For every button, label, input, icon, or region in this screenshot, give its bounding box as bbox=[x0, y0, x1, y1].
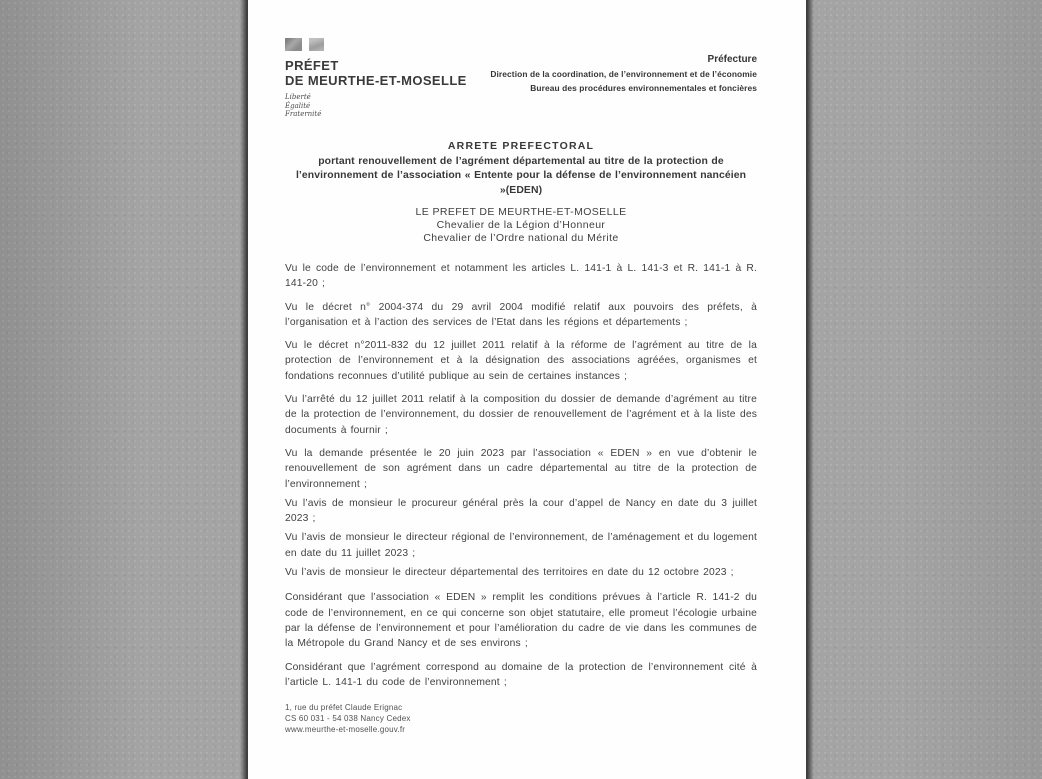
document-subject: portant renouvellement de l’agrément départemental au titre de la protection de l’environnement de l’association « Entente pour la défense de l’environnement nancéien »(EDEN) bbox=[295, 155, 747, 196]
issuer-block bbox=[285, 206, 757, 245]
document-body bbox=[285, 261, 757, 690]
motto-egalite: Égalité bbox=[285, 101, 311, 110]
paragraph-considerant-1: Considérant que l’association « EDEN » remplit les conditions prévues à l’article R. 141-2 du code de l’environnement, en ce qui concerne son objet statutaire, elle promeut l’écologie urbaine par la défense de l’environnement et pour l’amélioration du cadre de vie dans les communes de la Métropole du Grand Nancy et de ses environs ; bbox=[285, 592, 757, 650]
issuer-name: LE PREFET DE MEURTHE-ET-MOSELLE bbox=[415, 206, 627, 218]
footer-city: CS 60 031 - 54 038 Nancy Cedex bbox=[285, 714, 411, 723]
motto-fraternite: Fraternité bbox=[285, 110, 322, 118]
paragraph-vu-1: Vu le code de l’environnement et notamment les articles L. 141-1 à L. 141-3 et R. 141-1 à R. 141-20 ; bbox=[285, 263, 757, 290]
document-header bbox=[285, 37, 757, 119]
office-bureau: Bureau des procédures environnementales et foncières bbox=[530, 83, 757, 93]
document-title: ARRETE PREFECTORAL bbox=[447, 139, 595, 152]
office-name: Préfecture bbox=[707, 54, 757, 65]
marianne-logo bbox=[285, 37, 467, 119]
paragraph-vu-8: Vu l’avis de monsieur le directeur départemental des territoires en date du 12 octobre 2023 ; bbox=[285, 567, 734, 579]
issuing-office-block bbox=[490, 37, 757, 95]
document-page bbox=[248, 0, 806, 779]
prefet-line2: DE MEURTHE-ET-MOSELLE bbox=[285, 73, 467, 88]
paragraph-considerant-2: Considérant que l’agrément correspond au domaine de la protection de l’environnement cité à l’article L. 141-1 du code de l’environnement ; bbox=[285, 661, 757, 688]
prefet-line1: PRÉFET bbox=[285, 58, 339, 73]
paragraph-vu-6: Vu l’avis de monsieur le procureur général près la cour d’appel de Nancy en date du 3 juillet 2023 ; bbox=[285, 497, 757, 525]
footer-website: www.meurthe-et-moselle.gouv.fr bbox=[285, 725, 406, 734]
paragraph-vu-2: Vu le décret n° 2004-374 du 29 avril 2004 modifié relatif aux pouvoirs des préfets, à l’organisation et à l’action des services de l’Etat dans les régions et départements ; bbox=[285, 301, 757, 328]
marianne-emblem-icon bbox=[285, 37, 467, 51]
motto-liberte: Liberté bbox=[285, 93, 311, 101]
paragraph-vu-3: Vu le décret n°2011-832 du 12 juillet 2011 relatif à la réforme de l’agrément au titre de la protection de l’environnement et à la désignation des associations agréées, organismes et fondations reconnues d’utilité publique au sein de certaines instances ; bbox=[285, 340, 757, 382]
paragraph-vu-4: Vu l’arrêté du 12 juillet 2011 relatif à la composition du dossier de demande d’agrément au titre de la protection de l’environnement, du dossier de renouvellement de l’agrément et à la liste des documents à fournir ; bbox=[285, 394, 757, 436]
motto bbox=[285, 93, 467, 119]
emblem-square-right bbox=[309, 38, 324, 51]
issuer-honor-2: Chevalier de l’Ordre national du Mérite bbox=[423, 232, 619, 244]
paragraph-vu-7: Vu l’avis de monsieur le directeur régional de l’environnement, de l’aménagement et du logement en date du 11 juillet 2023 ; bbox=[285, 532, 757, 559]
footer-street: 1, rue du préfet Claude Erignac bbox=[285, 703, 403, 712]
title-block bbox=[285, 140, 757, 246]
issuer-honor-1: Chevalier de la Légion d’Honneur bbox=[436, 219, 606, 231]
emblem-square-left bbox=[285, 38, 302, 51]
footer-address bbox=[285, 702, 411, 735]
paragraph-vu-5: Vu la demande présentée le 20 juin 2023 par l’association « EDEN » en vue d’obtenir le renouvellement de son agrément dans un cadre départemental au titre de la protection de l’environnement ; bbox=[285, 447, 757, 490]
office-direction: Direction de la coordination, de l’environnement et de l’économie bbox=[490, 69, 757, 79]
